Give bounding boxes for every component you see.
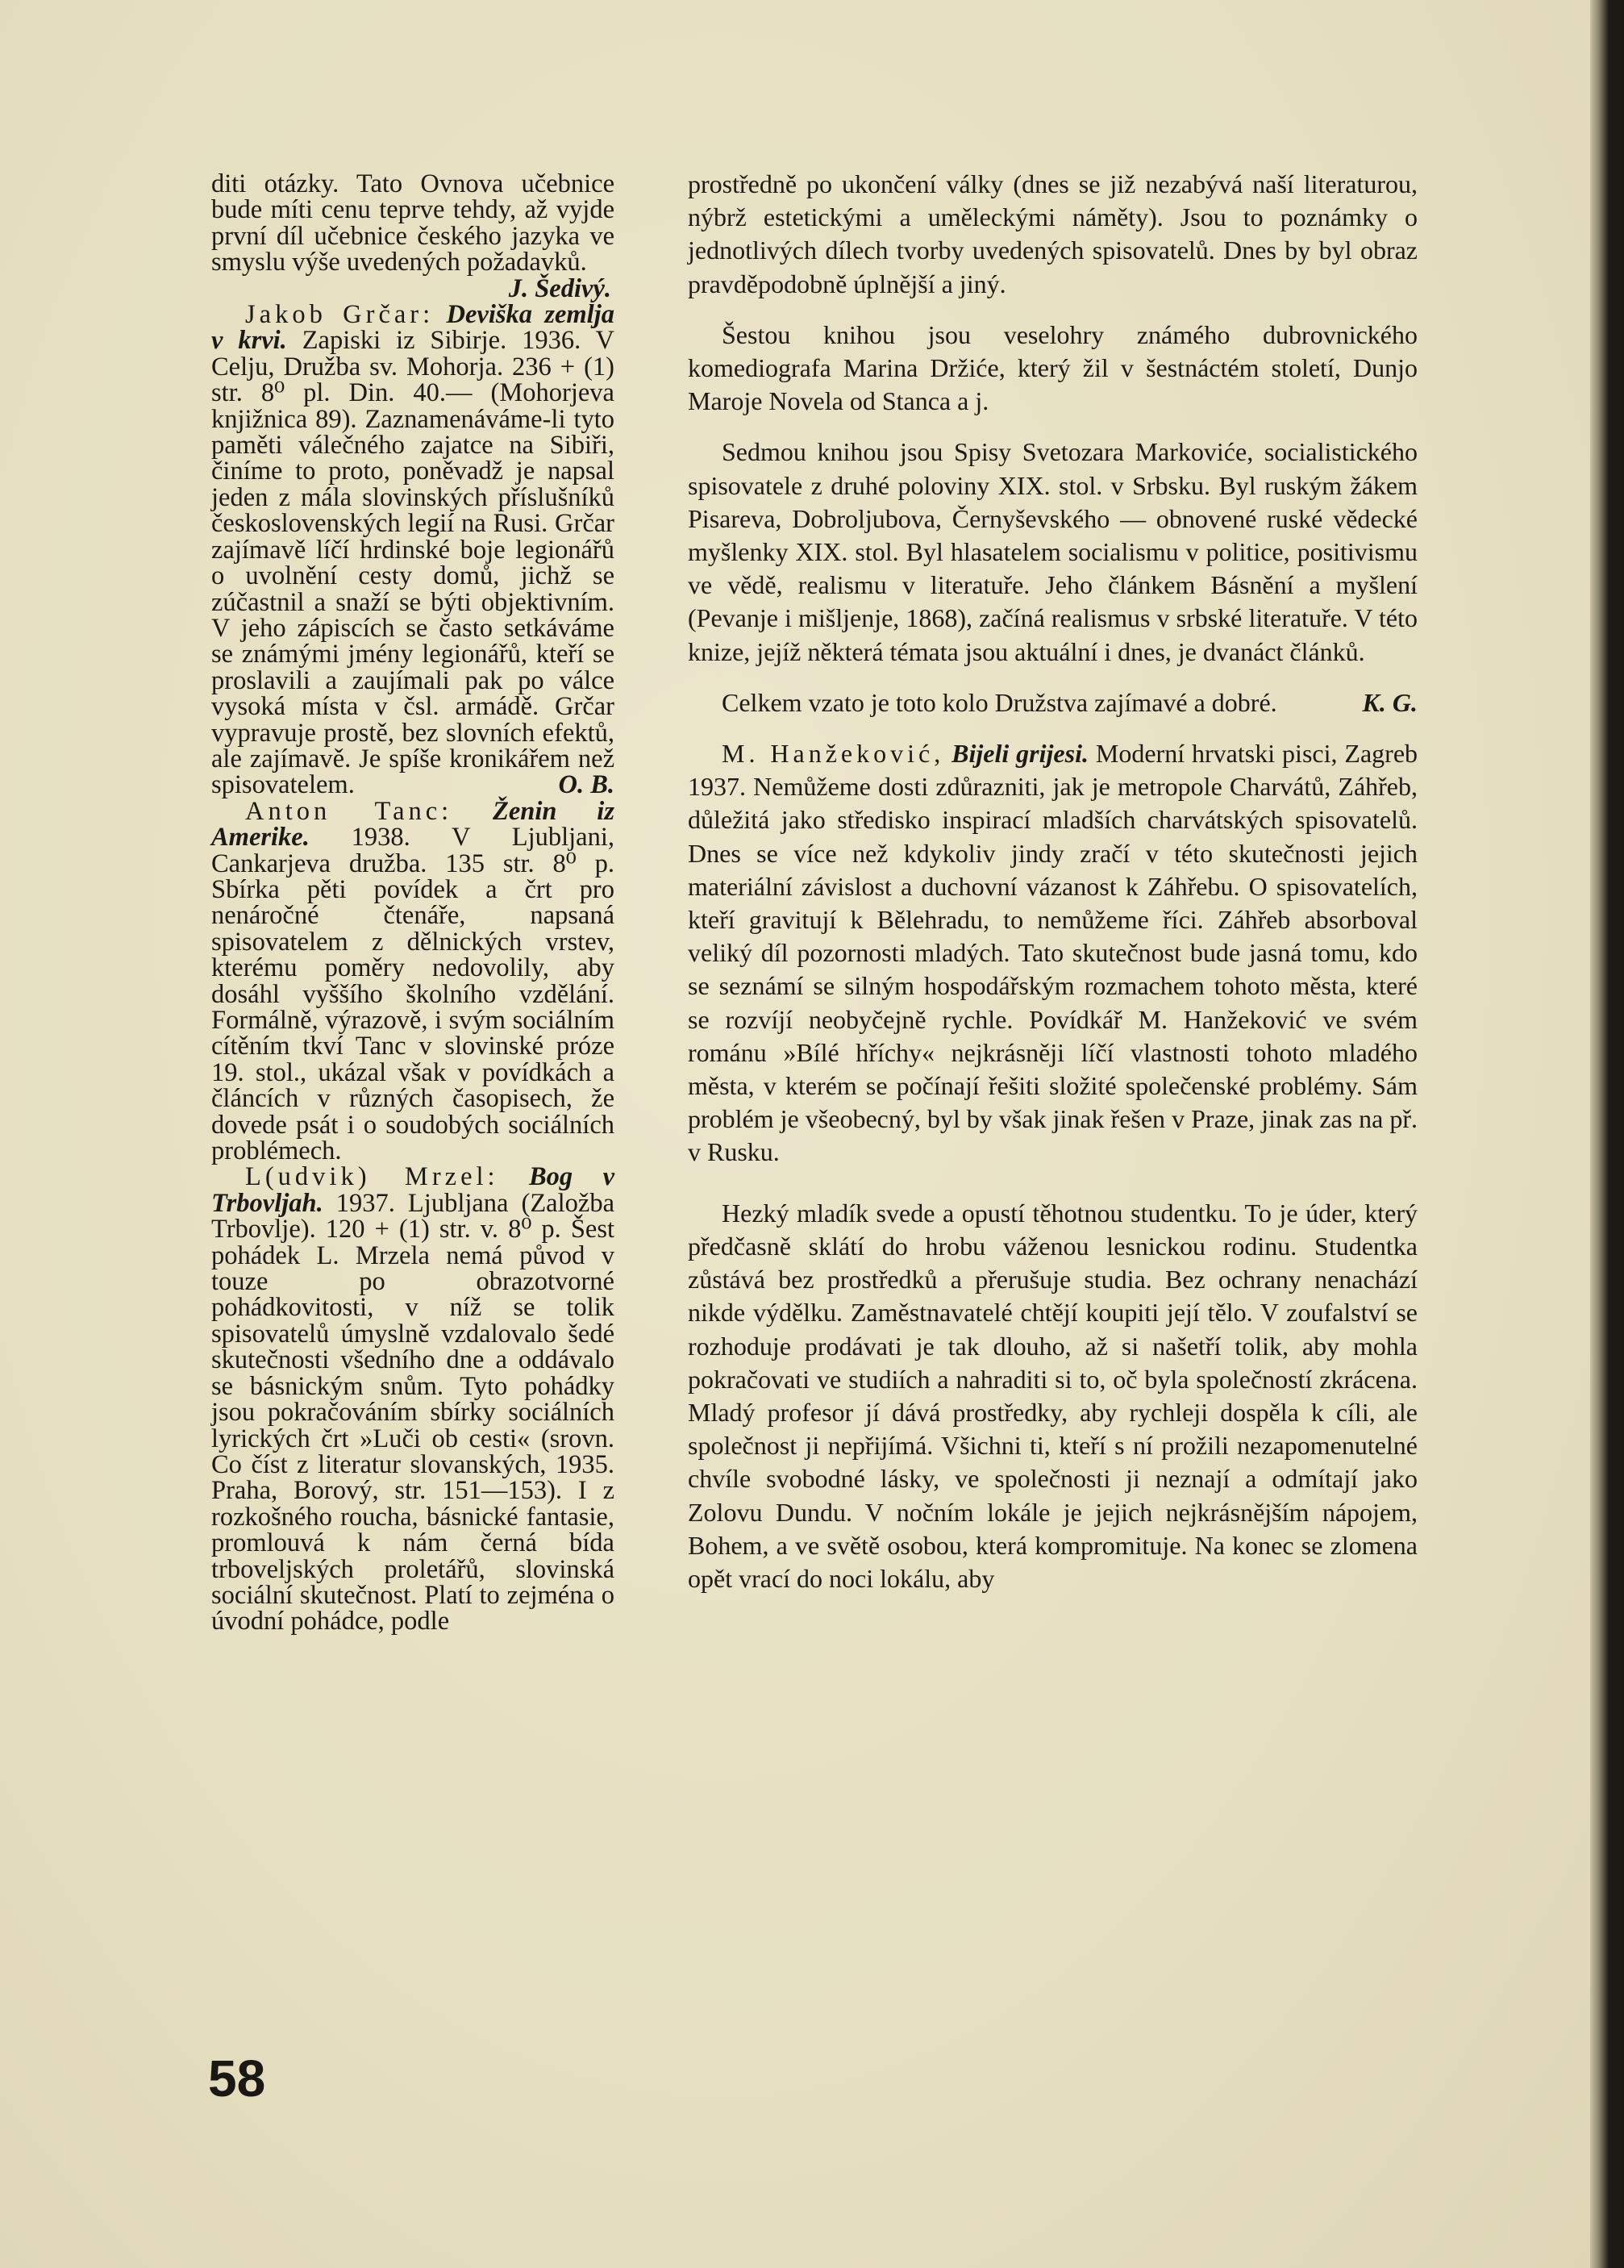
review-mrzel <box>211 1164 614 1634</box>
paragraph-2: Šestou knihou jsou veselohry známého dubrovnického komediografa Marina Držiće, který žil v šestnáctém století, Dunjo Maroje Novela od Stanca a j. <box>688 319 1418 416</box>
book-spine <box>1590 0 1624 2268</box>
review-title: Bijeli grijesi. <box>951 739 1089 769</box>
review-grcar <box>211 302 614 798</box>
review-author: M. Hanžeković, <box>722 739 945 769</box>
paragraph-3: Sedmou knihou jsou Spisy Svetozara Markoviće, socialistického spisovatele z druhé poloviny XIX. stol. v Srbsku. Byl ruským žákem Pisareva, Dobroljubova, Černyševského — obnovené ruské vědecké myšlenky XIX. stol. Byl hlasatelem socialismu v politice, positivismu ve vědě, realismu v literatuře. Jeho článkem Básnění a myšlení (Pevanje i mišljenje, 1868), začíná realismus v srbské literatuře. V této knize, jejíž některá témata jsou aktuální i dnes, je dvanáct článků. <box>688 437 1418 666</box>
paragraph-4 <box>688 686 1418 719</box>
review-text: Moderní hrvatski pisci, Zagreb 1937. Nemůžeme dosti zdůrazniti, jak je metropole Charvátů, Záhřeb, důležitá jako středisko inspirací mladších charvátských spisovatelů. Dnes se více než kdykoliv jindy zračí v této skutečnosti jejich materiální závislost a duchovní vázanost k Záhřebu. O spisovatelích, kteří gravitují k Bělehradu, to nemůžeme říci. Záhřeb absorboval veliký díl pozornosti mladých. Tato skutečnost bude jasná tomu, kdo se seznámí se silným hospodářským rozmachem tohoto města, které se rozvíjí neobyčejně rychle. Povídkář M. Hanžeković ve svém románu »Bílé hříchy« nejkrásněji líčí vlastnosti tohoto mladého města, v kterém se počínají řešiti složité společenské problémy. Sám problém je všeobecný, byl by však jinak řešen v Praze, jinak zas na př. v Rusku. <box>688 739 1418 1167</box>
review-text: Zapiski iz Sibirje. 1936. V Celju, Družba sv. Mohorja. 236 + (1) str. 8⁰ pl. Din. 40.— (Mohorjeva knjižnica 89). Zaznamenáváme-li tyto paměti válečného zajatce na Sibiři, činíme to proto, poněvadž je napsal jeden z mála slovinských příslušníků československých legií na Rusi. Grčar zajímavě líčí hrdinské boje legionářů o uvolnění cesty domů, jichž se zúčastnil a snaží se býti objektivním. V jeho zápiscích se často setkáváme se známými jmény legionářů, kteří se proslavili a zaujímali pak po válce vysoká místa v čsl. armádě. Grčar vypravuje prostě, bez slovních efektů, ale zajímavě. Je spíše kronikářem než spisovatelem. <box>211 326 614 800</box>
review-author: L(udvik) Mrzel: <box>245 1162 499 1192</box>
review-text: 1937. Ljubljana (Založba Trbovlje). 120 + (1) str. v. 8⁰ p. Šest pohádek L. Mrzela nemá původ v touze po obrazotvorné pohádkovitosti, v níž se tolik spisovatelů úmyslně vzdalovalo šedé skutečnosti všedního dne a oddávalo se básnickým snům. Tyto pohádky jsou pokračováním sbírky sociálních lyrických črt »Luči ob cesti« (srovn. Co číst z literatur slovanských, 1935. Praha, Borový, str. 151—153). I z rozkošného roucha, básnické fantasie, promlouvá k nám černá bída trboveljských proletářů, slovinská sociální skutečnost. Platí to zejména o úvodní pohádce, podle <box>211 1188 614 1636</box>
intro-text: diti otázky. Tato Ovnova učebnice bude míti cenu teprve tehdy, až vyjde první díl učebnice českého jazyka ve smyslu výše uvedených požadavků. <box>211 169 614 277</box>
review-signature: O. B. <box>558 770 614 800</box>
review-title: Deviška zemlja v krvi. <box>211 300 614 356</box>
right-column <box>688 168 1418 1595</box>
paragraph-4-text: Celkem vzato je toto kolo Družstva zajímavé a dobré. <box>722 687 1277 717</box>
paragraph-4-signature: K. G. <box>1362 687 1418 717</box>
paragraph-6: Hezký mladík svede a opustí těhotnou studentku. To je úder, který předčasně sklátí do hrobu váženou lesnickou rodinu. Studentka zůstává bez prostředků a přerušuje studia. Bez ochrany nenachází nikde výdělku. Zaměstnavatelé chtějí koupiti její tělo. V zoufalství se rozhoduje prodávati je tak dlouho, až si našetří tolik, aby mohla pokračovati ve studiích a nahraditi si to, oč byla společností zkrácena. Mladý profesor jí dává prostředky, aby rychleji dospěla k cíli, ale společnost ji nepřijímá. Všichni ti, kteří s ní prožili nezapomenutelné chvíle svobodné lásky, ve společnosti ji neznají a odmítají jako Zolovu Dundu. V nočním lokále je jejich nejkrásnějším nápojem, Bohem, a ve světě osobou, která kompromituje. Na konec se zlomena opět vrací do noci lokálu, aby <box>688 1198 1418 1593</box>
paragraph-1: prostředně po ukončení války (dnes se již nezabývá naší literaturou, nýbrž estetickými a uměleckými náměty). Jsou to poznámky o jednotlivých dílech tvorby uvedených spisovatelů. Dnes by byl obraz pravděpodobně úplnější a jiný. <box>688 169 1418 298</box>
intro-paragraph <box>211 171 614 276</box>
review-hanzekovic <box>688 737 1418 1169</box>
left-column <box>211 171 614 1635</box>
review-tanc <box>211 798 614 1165</box>
review-title: Ženin iz Amerike. <box>211 796 614 853</box>
intro-signature: J. Šedivý. <box>508 273 611 303</box>
review-author: Jakob Grčar: <box>245 300 435 330</box>
review-title: Bog v Trbovljah. <box>211 1162 614 1218</box>
page-number: 58 <box>208 2049 266 2107</box>
review-text: 1938. V Ljubljani, Cankarjeva družba. 135 str. 8⁰ p. Sbírka pěti povídek a črt pro nenáročné čtenáře, napsaná spisovatelem z dělnických vrstev, kterému poměry nedovolily, aby dosáhl vyššího školního vzdělání. Formálně, výrazově, i svým sociálním cítěním tkví Tanc v slovinské próze 19. stol., ukázal však v povídkách a článcích v různých časopisech, že dovede psát i o soudobých sociálních problémech. <box>211 823 614 1166</box>
review-author: Anton Tanc: <box>245 796 453 826</box>
